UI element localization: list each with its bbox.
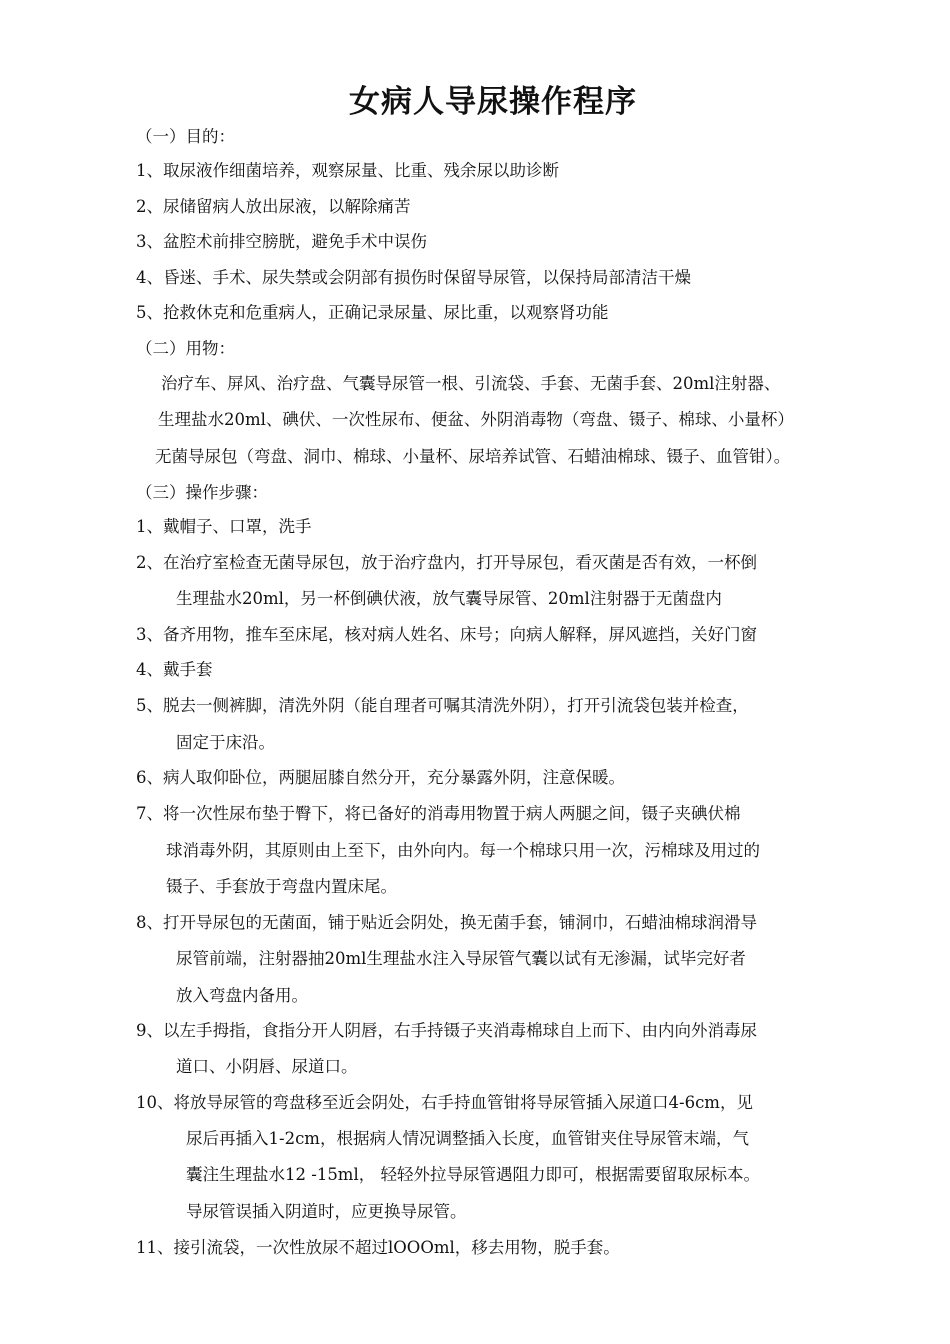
step-item: 1、戴帽子、口罩，洗手 <box>136 517 312 536</box>
step-item: 10、将放导尿管的弯盘移至近会阴处，右手持血管钳将导尿管插入尿道口4-6cm，见 <box>136 1093 753 1112</box>
step-item-continuation: 固定于床沿。 <box>176 733 275 752</box>
section-heading-steps: （三）操作步骤： <box>136 483 268 502</box>
step-item-continuation: 球消毒外阴，其原则由上至下，由外向内。每一个棉球只用一次，污棉球及用过的 <box>166 841 760 860</box>
step-item-continuation: 放入弯盘内备用。 <box>176 986 308 1005</box>
step-item-continuation: 导尿管误插入阴道时，应更换导尿管。 <box>186 1202 467 1221</box>
section-heading-materials: （二）用物： <box>136 339 235 358</box>
purpose-item: 4、昏迷、手术、尿失禁或会阴部有损伤时保留导尿管，以保持局部清洁干燥 <box>136 268 691 287</box>
materials-line: 生理盐水20ml、碘伏、一次性尿布、便盆、外阴消毒物（弯盘、镊子、棉球、小量杯） <box>158 410 794 429</box>
materials-line: 治疗车、屏风、治疗盘、气囊导尿管一根、引流袋、手套、无菌手套、20ml注射器、 <box>161 374 781 393</box>
purpose-item: 3、盆腔术前排空膀胱，避免手术中误伤 <box>136 232 427 251</box>
step-item: 6、病人取仰卧位，两腿屈膝自然分开，充分暴露外阴，注意保暖。 <box>136 768 625 787</box>
step-item-continuation: 尿管前端，注射器抽20ml生理盐水注入导尿管气囊以试有无渗漏，试毕完好者 <box>176 949 746 968</box>
purpose-item: 1、取尿液作细菌培养，观察尿量、比重、残余尿以助诊断 <box>136 161 559 180</box>
page-title: 女病人导尿操作程序 <box>349 84 637 120</box>
step-item: 8、打开导尿包的无菌面，铺于贴近会阴处，换无菌手套，铺洞巾，石蜡油棉球润滑导 <box>136 913 757 932</box>
step-item: 11、接引流袋，一次性放尿不超过lOOOml，移去用物，脱手套。 <box>136 1238 620 1257</box>
purpose-item: 2、尿储留病人放出尿液，以解除痛苦 <box>136 197 411 216</box>
step-item-continuation: 镊子、手套放于弯盘内置床尾。 <box>166 877 397 896</box>
step-item: 5、脱去一侧裤脚，清洗外阴（能自理者可嘱其清洗外阴），打开引流袋包装并检查， <box>136 696 749 715</box>
step-item: 4、戴手套 <box>136 660 213 679</box>
step-item: 2、在治疗室检查无菌导尿包，放于治疗盘内，打开导尿包，看灭菌是否有效，一杯倒 <box>136 553 757 572</box>
step-item-continuation: 尿后再插入1-2cm，根据病人情况调整插入长度，血管钳夹住导尿管末端，气 <box>186 1129 749 1148</box>
section-heading-purpose: （一）目的： <box>136 127 235 146</box>
step-item-continuation: 囊注生理盐水12 -15ml， 轻轻外拉导尿管遇阻力即可，根据需要留取尿标本。 <box>186 1165 760 1184</box>
step-item: 3、备齐用物，推车至床尾，核对病人姓名、床号；向病人解释，屏风遮挡，关好门窗 <box>136 625 757 644</box>
step-item-continuation: 生理盐水20ml，另一杯倒碘伏液，放气囊导尿管、20ml注射器于无菌盘内 <box>176 589 722 608</box>
step-item: 9、以左手拇指，食指分开人阴唇，右手持镊子夹消毒棉球自上而下、由内向外消毒尿 <box>136 1021 757 1040</box>
step-item: 7、将一次性尿布垫于臀下，将已备好的消毒用物置于病人两腿之间，镊子夹碘伏棉 <box>136 804 741 823</box>
purpose-item: 5、抢救休克和危重病人，正确记录尿量、尿比重，以观察肾功能 <box>136 303 609 322</box>
step-item-continuation: 道口、小阴唇、尿道口。 <box>176 1057 358 1076</box>
materials-line: 无菌导尿包（弯盘、洞巾、棉球、小量杯、尿培养试管、石蜡油棉球、镊子、血管钳）。 <box>155 447 791 466</box>
